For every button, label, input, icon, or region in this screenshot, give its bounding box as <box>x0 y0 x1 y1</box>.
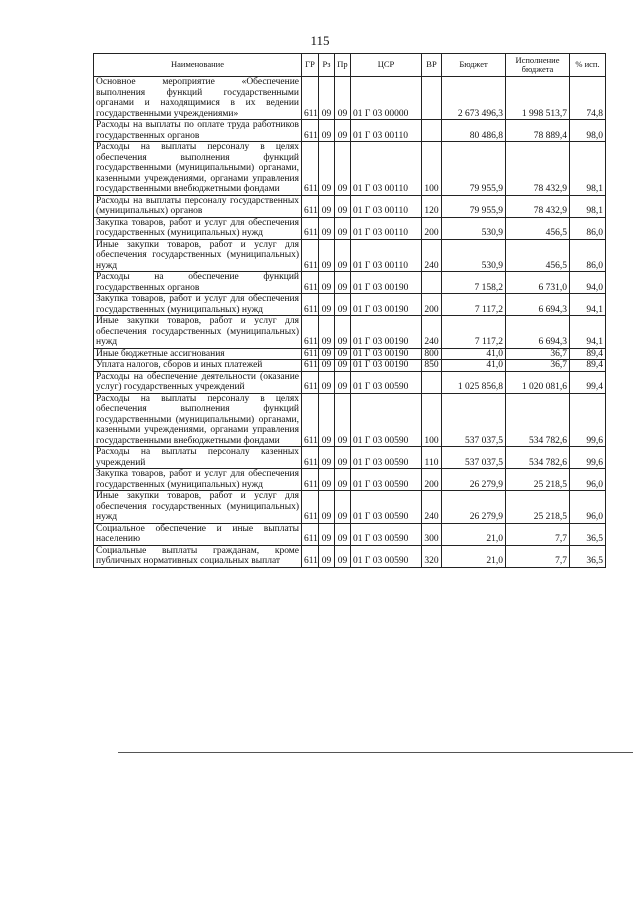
cell-vr: 100 <box>422 393 442 447</box>
cell-rz: 09 <box>319 523 335 545</box>
cell-rz: 09 <box>319 545 335 567</box>
cell-gr: 611 <box>302 491 319 524</box>
cell-percent: 89,4 <box>570 360 606 372</box>
cell-csr: 01 Г 03 00590 <box>351 523 422 545</box>
cell-gr: 611 <box>302 393 319 447</box>
table-row <box>94 294 606 316</box>
cell-name: Социальные выплаты гражданам, кроме публичных нормативных социальных выплат <box>94 545 302 567</box>
table-row <box>94 272 606 294</box>
cell-vr <box>422 77 442 120</box>
cell-budget: 79 955,9 <box>442 142 506 196</box>
cell-name: Расходы на выплаты по оплате труда работников государственных органов <box>94 120 302 142</box>
cell-pr: 09 <box>335 360 351 372</box>
cell-percent: 36,5 <box>570 545 606 567</box>
table-row <box>94 77 606 120</box>
table-row <box>94 371 606 393</box>
cell-pr: 09 <box>335 239 351 272</box>
cell-pr: 09 <box>335 523 351 545</box>
cell-execution: 6 694,3 <box>506 316 570 349</box>
cell-pr: 09 <box>335 491 351 524</box>
cell-csr: 01 Г 03 00190 <box>351 348 422 360</box>
cell-gr: 611 <box>302 447 319 469</box>
cell-name: Уплата налогов, сборов и иных платежей <box>94 360 302 372</box>
cell-gr: 611 <box>302 371 319 393</box>
cell-name: Иные закупки товаров, работ и услуг для обеспечения государственных (муниципальных) нужд <box>94 491 302 524</box>
cell-name: Расходы на выплаты персоналу государственных (муниципальных) органов <box>94 195 302 217</box>
cell-execution: 1 020 081,6 <box>506 371 570 393</box>
cell-vr: 300 <box>422 523 442 545</box>
cell-pr: 09 <box>335 447 351 469</box>
cell-vr: 240 <box>422 239 442 272</box>
cell-name: Расходы на выплаты персоналу казенных учреждений <box>94 447 302 469</box>
table-row <box>94 393 606 447</box>
cell-pr: 09 <box>335 469 351 491</box>
header-execution: Исполнение бюджета <box>506 54 570 77</box>
cell-gr: 611 <box>302 294 319 316</box>
cell-percent: 74,8 <box>570 77 606 120</box>
cell-name: Расходы на выплаты персоналу в целях обеспечения выполнения функций государственными (муниципальными) органами, казенными учреждениями, органами управления государственными внебюджетными фондами <box>94 393 302 447</box>
header-vr: ВР <box>422 54 442 77</box>
table-row <box>94 239 606 272</box>
cell-vr <box>422 272 442 294</box>
table-row <box>94 142 606 196</box>
cell-pr: 09 <box>335 348 351 360</box>
cell-rz: 09 <box>319 316 335 349</box>
cell-name: Иные закупки товаров, работ и услуг для обеспечения государственных (муниципальных) нужд <box>94 239 302 272</box>
cell-gr: 611 <box>302 77 319 120</box>
header-pr: Пр <box>335 54 351 77</box>
cell-gr: 611 <box>302 239 319 272</box>
cell-rz: 09 <box>319 469 335 491</box>
header-budget: Бюджет <box>442 54 506 77</box>
cell-execution: 7,7 <box>506 545 570 567</box>
cell-name: Иные закупки товаров, работ и услуг для обеспечения государственных (муниципальных) нужд <box>94 316 302 349</box>
cell-csr: 01 Г 03 00190 <box>351 360 422 372</box>
header-rz: Рз <box>319 54 335 77</box>
budget-table <box>93 53 606 568</box>
cell-rz: 09 <box>319 294 335 316</box>
cell-gr: 611 <box>302 316 319 349</box>
cell-gr: 611 <box>302 545 319 567</box>
cell-name: Закупка товаров, работ и услуг для обеспечения государственных (муниципальных) нужд <box>94 294 302 316</box>
cell-budget: 7 158,2 <box>442 272 506 294</box>
cell-pr: 09 <box>335 316 351 349</box>
cell-percent: 86,0 <box>570 217 606 239</box>
table-row <box>94 545 606 567</box>
header-csr: ЦСР <box>351 54 422 77</box>
cell-execution: 6 694,3 <box>506 294 570 316</box>
cell-csr: 01 Г 03 00110 <box>351 217 422 239</box>
table-row <box>94 316 606 349</box>
cell-percent: 94,1 <box>570 294 606 316</box>
cell-pr: 09 <box>335 217 351 239</box>
cell-budget: 2 673 496,3 <box>442 77 506 120</box>
cell-gr: 611 <box>302 142 319 196</box>
cell-execution: 78 432,9 <box>506 142 570 196</box>
cell-vr: 800 <box>422 348 442 360</box>
cell-csr: 01 Г 03 00590 <box>351 371 422 393</box>
cell-csr: 01 Г 03 00000 <box>351 77 422 120</box>
cell-gr: 611 <box>302 348 319 360</box>
cell-csr: 01 Г 03 00190 <box>351 316 422 349</box>
cell-budget: 7 117,2 <box>442 294 506 316</box>
cell-name: Расходы на обеспечение функций государственных органов <box>94 272 302 294</box>
cell-percent: 99,6 <box>570 393 606 447</box>
cell-csr: 01 Г 03 00190 <box>351 272 422 294</box>
cell-budget: 80 486,8 <box>442 120 506 142</box>
table-row <box>94 491 606 524</box>
cell-vr: 120 <box>422 195 442 217</box>
cell-percent: 96,0 <box>570 491 606 524</box>
cell-budget: 537 037,5 <box>442 393 506 447</box>
cell-percent: 89,4 <box>570 348 606 360</box>
cell-gr: 611 <box>302 523 319 545</box>
cell-vr: 200 <box>422 469 442 491</box>
cell-percent: 99,4 <box>570 371 606 393</box>
cell-name: Основное мероприятие «Обеспечение выполнения функций государственными органами и находящимися в их ведении государственными учреждениями» <box>94 77 302 120</box>
cell-execution: 456,5 <box>506 217 570 239</box>
cell-budget: 530,9 <box>442 217 506 239</box>
cell-pr: 09 <box>335 120 351 142</box>
cell-execution: 36,7 <box>506 360 570 372</box>
cell-rz: 09 <box>319 142 335 196</box>
cell-rz: 09 <box>319 239 335 272</box>
cell-vr: 320 <box>422 545 442 567</box>
table-row <box>94 360 606 372</box>
cell-gr: 611 <box>302 120 319 142</box>
cell-vr <box>422 371 442 393</box>
cell-rz: 09 <box>319 371 335 393</box>
table-row <box>94 217 606 239</box>
cell-gr: 611 <box>302 469 319 491</box>
cell-execution: 25 218,5 <box>506 491 570 524</box>
cell-vr: 850 <box>422 360 442 372</box>
cell-rz: 09 <box>319 393 335 447</box>
cell-vr: 200 <box>422 294 442 316</box>
cell-rz: 09 <box>319 120 335 142</box>
cell-budget: 79 955,9 <box>442 195 506 217</box>
cell-percent: 98,0 <box>570 120 606 142</box>
cell-csr: 01 Г 03 00110 <box>351 142 422 196</box>
cell-name: Расходы на обеспечение деятельности (оказание услуг) государственных учреждений <box>94 371 302 393</box>
cell-gr: 611 <box>302 217 319 239</box>
table-row <box>94 120 606 142</box>
cell-percent: 98,1 <box>570 195 606 217</box>
cell-budget: 21,0 <box>442 545 506 567</box>
cell-name: Расходы на выплаты персоналу в целях обеспечения выполнения функций государственными (муниципальными) органами, казенными учреждениями, органами управления государственными внебюджетными фондами <box>94 142 302 196</box>
cell-rz: 09 <box>319 348 335 360</box>
table-row <box>94 447 606 469</box>
cell-rz: 09 <box>319 195 335 217</box>
cell-rz: 09 <box>319 77 335 120</box>
cell-vr: 100 <box>422 142 442 196</box>
cell-budget: 7 117,2 <box>442 316 506 349</box>
cell-csr: 01 Г 03 00590 <box>351 447 422 469</box>
cell-vr: 110 <box>422 447 442 469</box>
cell-execution: 456,5 <box>506 239 570 272</box>
cell-budget: 1 025 856,8 <box>442 371 506 393</box>
cell-execution: 78 889,4 <box>506 120 570 142</box>
table-row <box>94 195 606 217</box>
cell-budget: 21,0 <box>442 523 506 545</box>
cell-vr: 240 <box>422 491 442 524</box>
cell-csr: 01 Г 03 00590 <box>351 491 422 524</box>
cell-gr: 611 <box>302 360 319 372</box>
cell-percent: 98,1 <box>570 142 606 196</box>
cell-percent: 94,1 <box>570 316 606 349</box>
cell-execution: 534 782,6 <box>506 393 570 447</box>
cell-pr: 09 <box>335 545 351 567</box>
cell-pr: 09 <box>335 272 351 294</box>
cell-csr: 01 Г 03 00590 <box>351 469 422 491</box>
table-body <box>94 77 606 568</box>
cell-execution: 6 731,0 <box>506 272 570 294</box>
cell-pr: 09 <box>335 371 351 393</box>
cell-budget: 41,0 <box>442 348 506 360</box>
cell-budget: 537 037,5 <box>442 447 506 469</box>
cell-csr: 01 Г 03 00590 <box>351 545 422 567</box>
cell-percent: 94,0 <box>570 272 606 294</box>
cell-percent: 96,0 <box>570 469 606 491</box>
cell-csr: 01 Г 03 00190 <box>351 294 422 316</box>
cell-csr: 01 Г 03 00590 <box>351 393 422 447</box>
table-row <box>94 523 606 545</box>
cell-gr: 611 <box>302 272 319 294</box>
cell-name: Закупка товаров, работ и услуг для обеспечения государственных (муниципальных) нужд <box>94 217 302 239</box>
cell-rz: 09 <box>319 360 335 372</box>
cell-vr <box>422 120 442 142</box>
cell-rz: 09 <box>319 491 335 524</box>
header-percent: % исп. <box>570 54 606 77</box>
footer-divider <box>118 752 633 753</box>
cell-name: Закупка товаров, работ и услуг для обеспечения государственных (муниципальных) нужд <box>94 469 302 491</box>
header-name: Наименование <box>94 54 302 77</box>
cell-execution: 7,7 <box>506 523 570 545</box>
cell-pr: 09 <box>335 142 351 196</box>
cell-gr: 611 <box>302 195 319 217</box>
cell-pr: 09 <box>335 393 351 447</box>
cell-csr: 01 Г 03 00110 <box>351 195 422 217</box>
cell-csr: 01 Г 03 00110 <box>351 239 422 272</box>
cell-execution: 36,7 <box>506 348 570 360</box>
cell-execution: 25 218,5 <box>506 469 570 491</box>
cell-execution: 78 432,9 <box>506 195 570 217</box>
cell-percent: 99,6 <box>570 447 606 469</box>
page-number: 115 <box>310 33 330 48</box>
cell-budget: 26 279,9 <box>442 469 506 491</box>
table-row <box>94 469 606 491</box>
cell-percent: 86,0 <box>570 239 606 272</box>
cell-execution: 534 782,6 <box>506 447 570 469</box>
cell-pr: 09 <box>335 195 351 217</box>
table-header-row <box>94 54 606 77</box>
cell-name: Иные бюджетные ассигнования <box>94 348 302 360</box>
cell-rz: 09 <box>319 447 335 469</box>
cell-csr: 01 Г 03 00110 <box>351 120 422 142</box>
cell-execution: 1 998 513,7 <box>506 77 570 120</box>
cell-vr: 200 <box>422 217 442 239</box>
cell-budget: 530,9 <box>442 239 506 272</box>
cell-budget: 41,0 <box>442 360 506 372</box>
table-row <box>94 348 606 360</box>
cell-pr: 09 <box>335 294 351 316</box>
header-gr: ГР <box>302 54 319 77</box>
cell-vr: 240 <box>422 316 442 349</box>
cell-pr: 09 <box>335 77 351 120</box>
cell-rz: 09 <box>319 217 335 239</box>
cell-percent: 36,5 <box>570 523 606 545</box>
cell-rz: 09 <box>319 272 335 294</box>
cell-budget: 26 279,9 <box>442 491 506 524</box>
cell-name: Социальное обеспечение и иные выплаты населению <box>94 523 302 545</box>
